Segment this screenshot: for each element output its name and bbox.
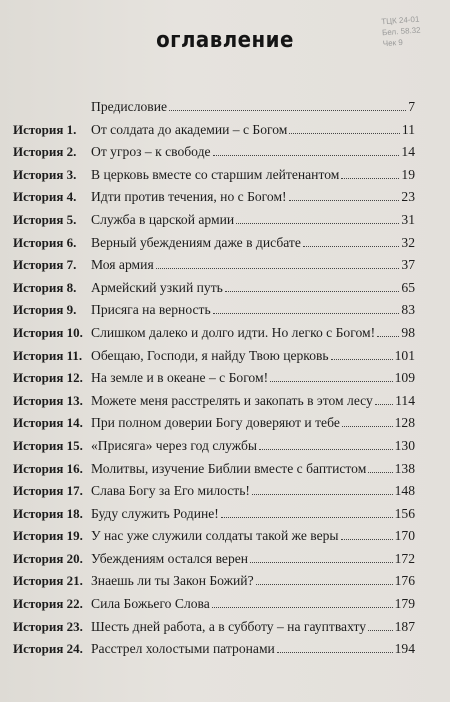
entry-title: От угроз – к свободе bbox=[91, 144, 211, 160]
story-number: История 3. bbox=[13, 166, 77, 182]
story-number: История 23. bbox=[13, 618, 83, 634]
toc-entry[interactable] bbox=[13, 619, 415, 642]
dot-leader bbox=[250, 552, 393, 563]
page-number: 83 bbox=[401, 302, 415, 318]
toc-entry[interactable] bbox=[13, 348, 415, 371]
dot-leader bbox=[331, 349, 393, 360]
dot-leader bbox=[236, 213, 399, 224]
entry-title: «Присяга» через год службы bbox=[91, 437, 258, 453]
dot-leader bbox=[303, 236, 400, 247]
page-number: 98 bbox=[401, 324, 415, 340]
dot-leader bbox=[213, 145, 400, 156]
toc-entry[interactable] bbox=[13, 415, 415, 438]
page-number: 172 bbox=[394, 550, 415, 566]
stamp-line: ТЦК 24-01 bbox=[380, 14, 420, 27]
entry-title: Расстрел холостыми патронами bbox=[91, 641, 275, 657]
toc-entry[interactable] bbox=[13, 393, 415, 416]
story-number: История 9. bbox=[13, 302, 77, 318]
dot-leader bbox=[375, 394, 393, 405]
toc-entry[interactable] bbox=[13, 370, 415, 393]
entry-title: У нас уже служили солдаты такой же веры bbox=[91, 528, 339, 544]
toc-entry[interactable] bbox=[13, 461, 415, 484]
toc-entry[interactable] bbox=[13, 528, 415, 551]
toc-entry[interactable] bbox=[13, 235, 415, 258]
story-number: История 17. bbox=[13, 483, 83, 499]
dot-leader bbox=[256, 574, 393, 585]
story-number: История 16. bbox=[13, 460, 83, 476]
dot-leader bbox=[259, 439, 393, 450]
stamp-line: Чек 9 bbox=[382, 37, 404, 49]
page-number: 156 bbox=[394, 505, 415, 521]
entry-title: Обещаю, Господи, я найду Твою церковь bbox=[91, 347, 329, 363]
page-number: 130 bbox=[394, 437, 415, 453]
toc-entry[interactable] bbox=[13, 573, 415, 596]
story-number: История 5. bbox=[13, 211, 77, 227]
story-number: История 11. bbox=[13, 347, 83, 363]
page-number: 187 bbox=[394, 618, 415, 634]
story-number: История 24. bbox=[13, 641, 83, 657]
toc-entry[interactable] bbox=[13, 302, 415, 325]
toc-entry[interactable] bbox=[13, 99, 415, 122]
story-number: История 2. bbox=[13, 144, 77, 160]
story-number: История 19. bbox=[13, 528, 83, 544]
toc-entry[interactable] bbox=[13, 483, 415, 506]
page-title: оглавление bbox=[156, 28, 294, 53]
dot-leader bbox=[289, 190, 400, 201]
page-number: 11 bbox=[401, 121, 415, 137]
page-number: 128 bbox=[394, 415, 415, 431]
dot-leader bbox=[225, 281, 400, 292]
page-number: 170 bbox=[394, 528, 415, 544]
entry-title: Верный убеждениям даже в дисбате bbox=[91, 234, 301, 250]
story-number: История 18. bbox=[13, 505, 83, 521]
dot-leader bbox=[212, 597, 393, 608]
toc-entry[interactable] bbox=[13, 438, 415, 461]
story-number: История 1. bbox=[13, 121, 77, 137]
page-number: 32 bbox=[401, 234, 415, 250]
page-number: 194 bbox=[394, 641, 415, 657]
page-number: 19 bbox=[401, 166, 415, 182]
dot-leader bbox=[213, 303, 400, 314]
page-number: 114 bbox=[395, 392, 415, 408]
toc-entry[interactable] bbox=[13, 144, 415, 167]
story-number: История 7. bbox=[13, 257, 77, 273]
story-number: История 14. bbox=[13, 415, 83, 431]
page-number: 101 bbox=[394, 347, 415, 363]
page-number: 176 bbox=[394, 573, 415, 589]
story-number: История 13. bbox=[13, 392, 83, 408]
story-number: История 8. bbox=[13, 279, 77, 295]
toc-entry[interactable] bbox=[13, 167, 415, 190]
entry-title: Идти против течения, но с Богом! bbox=[91, 189, 287, 205]
story-number: История 12. bbox=[13, 370, 83, 386]
entry-title: Молитвы, изучение Библии вместе с баптистом bbox=[91, 460, 367, 476]
dot-leader bbox=[252, 484, 393, 495]
dot-leader bbox=[270, 371, 393, 382]
entry-title: Присяга на верность bbox=[91, 302, 211, 318]
toc-entry[interactable] bbox=[13, 325, 415, 348]
toc-entry[interactable] bbox=[13, 551, 415, 574]
entry-title: В церковь вместе со старшим лейтенантом bbox=[91, 166, 340, 182]
dot-leader bbox=[342, 416, 393, 427]
dot-leader bbox=[368, 462, 392, 473]
stamp-line: Бел. 58.32 bbox=[381, 25, 421, 38]
toc-entry[interactable] bbox=[13, 596, 415, 619]
toc-entry[interactable] bbox=[13, 257, 415, 280]
entry-title: Моя армия bbox=[91, 257, 154, 273]
entry-title: Армейский узкий путь bbox=[91, 279, 223, 295]
story-number: История 15. bbox=[13, 437, 83, 453]
dot-leader bbox=[377, 326, 399, 337]
dot-leader bbox=[156, 258, 400, 269]
entry-title: Сила Божьего Слова bbox=[91, 596, 210, 612]
entry-title: Знаешь ли ты Закон Божий? bbox=[91, 573, 254, 589]
dot-leader bbox=[368, 620, 393, 631]
page-number: 23 bbox=[401, 189, 415, 205]
dot-leader bbox=[169, 100, 406, 111]
story-number: История 4. bbox=[13, 189, 77, 205]
story-number: История 21. bbox=[13, 573, 83, 589]
entry-title: Слишком далеко и долго идти. Но легко с Богом! bbox=[91, 324, 376, 340]
entry-title: Буду служить Родине! bbox=[91, 505, 219, 521]
entry-title: На земле и в океане – с Богом! bbox=[91, 370, 269, 386]
entry-title: Слава Богу за Его милость! bbox=[91, 483, 250, 499]
story-number: История 6. bbox=[13, 234, 77, 250]
dot-leader bbox=[289, 123, 399, 134]
toc-entry[interactable] bbox=[13, 122, 415, 145]
story-number: История 10. bbox=[13, 324, 83, 340]
toc-entry[interactable] bbox=[13, 212, 415, 235]
page-number: 7 bbox=[408, 99, 415, 114]
page-number: 109 bbox=[394, 370, 415, 386]
table-of-contents bbox=[13, 99, 415, 664]
page-number: 148 bbox=[394, 483, 415, 499]
entry-title: От солдата до академии – с Богом bbox=[91, 121, 288, 137]
entry-title: Служба в царской армии bbox=[91, 211, 235, 227]
toc-entry[interactable] bbox=[13, 189, 415, 212]
story-number: История 22. bbox=[13, 596, 83, 612]
page-number: 138 bbox=[394, 460, 415, 476]
entry-title: Предисловие bbox=[91, 99, 168, 114]
entry-title: Можете меня расстрелять и закопать в этом лесу bbox=[91, 392, 373, 408]
page-number: 14 bbox=[401, 144, 415, 160]
dot-leader bbox=[277, 642, 393, 653]
page-number: 65 bbox=[401, 279, 415, 295]
toc-entry[interactable] bbox=[13, 506, 415, 529]
entry-title: При полном доверии Богу доверяют и тебе bbox=[91, 415, 340, 431]
toc-entry[interactable] bbox=[13, 641, 415, 664]
dot-leader bbox=[341, 168, 399, 179]
story-number: История 20. bbox=[13, 550, 83, 566]
dot-leader bbox=[341, 529, 393, 540]
dot-leader bbox=[221, 507, 393, 518]
toc-entry[interactable] bbox=[13, 280, 415, 303]
page-number: 179 bbox=[394, 596, 415, 612]
page-number: 31 bbox=[401, 211, 415, 227]
page-number: 37 bbox=[401, 257, 415, 273]
entry-title: Шесть дней работа, а в субботу – на гауптвахту bbox=[91, 618, 367, 634]
entry-title: Убеждениям остался верен bbox=[91, 550, 249, 566]
